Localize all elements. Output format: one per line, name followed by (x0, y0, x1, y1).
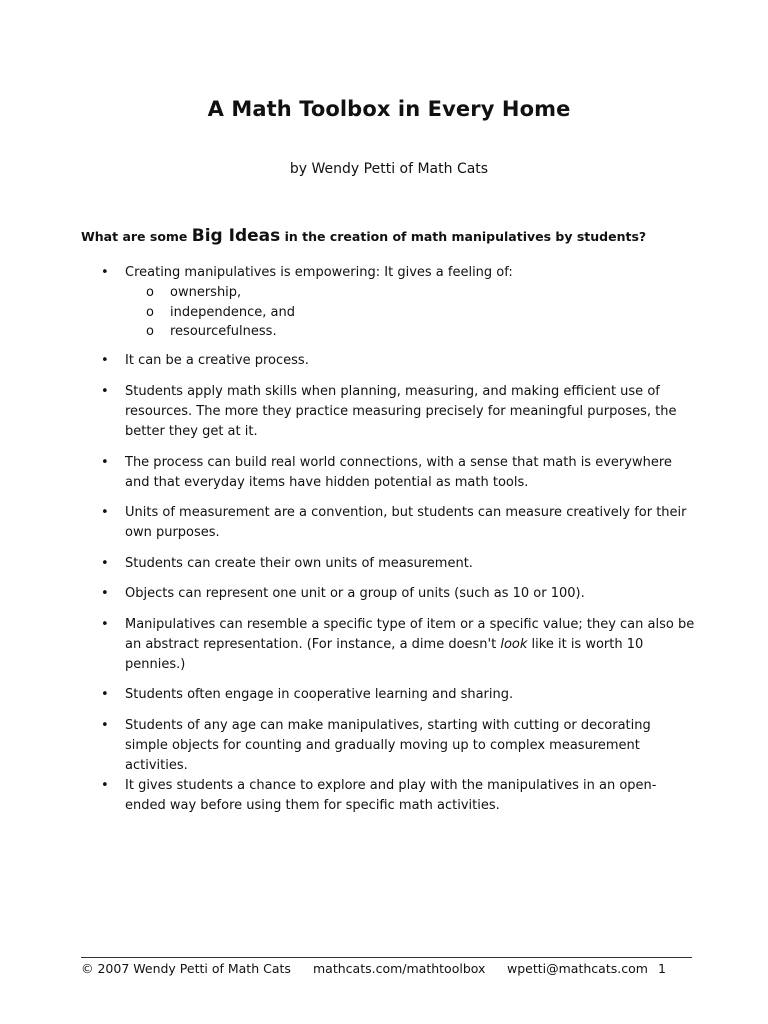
bullet-marker: • (101, 455, 109, 470)
bullet-marker: • (101, 586, 109, 601)
sub-list-item-text: independence, and (170, 304, 295, 320)
question-emphasis: Big Ideas (191, 226, 281, 246)
footer-copyright: © 2007 Wendy Petti of Math Cats (81, 961, 291, 976)
list-item-text: The process can build real world connections, with a sense that math is everywhere and that everyday items have hidden potential as math tools. (125, 455, 672, 490)
list-item-text-part: like it is worth 10 pennies.) (125, 637, 644, 672)
page-number: 1 (658, 961, 666, 976)
section-question (81, 226, 721, 246)
bullet-marker: • (101, 265, 109, 280)
footer-website-link[interactable]: mathcats.com/mathtoolbox (313, 961, 486, 976)
question-prefix: What are some (81, 229, 192, 244)
sub-bullet-marker: o (146, 304, 154, 320)
bullet-marker: • (101, 556, 109, 571)
bullet-marker: • (101, 353, 109, 368)
byline: by Wendy Petti of Math Cats (289, 161, 489, 177)
sub-list-item-text: resourcefulness. (170, 324, 277, 339)
bullet-marker: • (101, 505, 109, 520)
emphasized-word: look (500, 637, 528, 652)
list-item-text: It gives students a chance to explore and play with the manipulatives in an open-ended way before using them for specific math activities. (125, 778, 657, 813)
list-item-text-part: Manipulatives can resemble a specific type of item or a specific value; they can also be an abstract representation. (For instance, a dime doesn't (125, 617, 695, 652)
sub-list-item (101, 283, 701, 303)
list-item-text: Objects can represent one unit or a group of units (such as 10 or 100). (125, 586, 585, 601)
list-item-text: Students often engage in cooperative learning and sharing. (125, 687, 514, 702)
question-suffix: in the creation of math manipulatives by students? (280, 229, 647, 244)
footer-email-link[interactable]: wpetti@mathcats.com (507, 961, 648, 976)
sub-list-item-text: ownership, (170, 285, 242, 300)
sub-list-item (101, 322, 701, 342)
list-item-text: Students can create their own units of measurement. (125, 556, 473, 571)
bullet-marker: • (101, 687, 109, 702)
list-item-text: It can be a creative process. (125, 353, 309, 368)
sub-list-item (101, 303, 701, 323)
bullet-marker: • (101, 778, 109, 793)
sub-list (101, 283, 701, 342)
list-item-text: Creating manipulatives is empowering: It gives a feeling of: (125, 265, 513, 280)
bullet-marker: • (101, 617, 109, 632)
footer-divider (81, 957, 692, 958)
list-item-text (125, 615, 697, 675)
bullet-marker: • (101, 718, 109, 733)
bullet-marker: • (101, 384, 109, 399)
sub-bullet-marker: o (146, 324, 154, 339)
list-item-text: Units of measurement are a convention, but students can measure creatively for their own purposes. (125, 505, 687, 540)
list-item-text: Students apply math skills when planning, measuring, and making efficient use of resources. The more they practice measuring precisely for meaningful purposes, the better they get at it. (125, 384, 677, 439)
page-title: A Math Toolbox in Every Home (207, 97, 571, 121)
list-item-text: Students of any age can make manipulatives, starting with cutting or decorating simple objects for counting and gradually moving up to complex measurement activities. (125, 718, 651, 773)
sub-bullet-marker: o (146, 285, 154, 300)
